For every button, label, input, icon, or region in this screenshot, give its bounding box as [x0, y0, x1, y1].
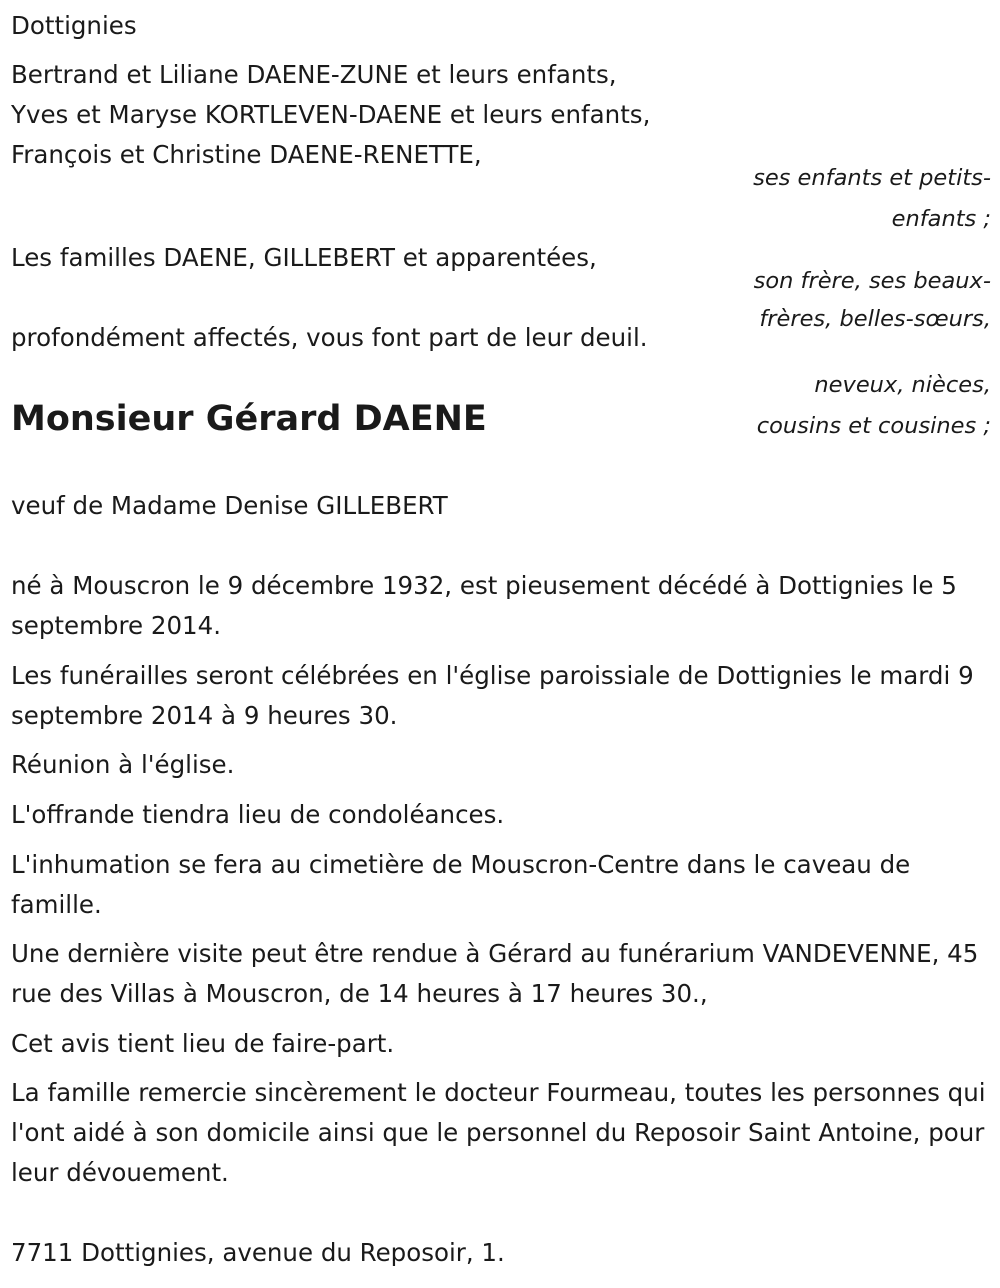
- announcement-line: profondément affectés, vous font part de leur deuil.: [11, 323, 648, 352]
- place-heading: Dottignies: [11, 11, 137, 40]
- visit-paragraph: Une dernière visite peut être rendue à Gérard au funérarium VANDEVENNE, 45 rue des Villas à Mouscron, de 14 heures à 17 heures 30.,: [11, 939, 979, 1008]
- family-relation-b: neveux, nièces, cousins et cousines ;: [756, 372, 991, 439]
- family-relation-a: son frère, ses beaux-frères, belles-sœurs,: [753, 268, 991, 332]
- meeting-paragraph: Réunion à l'église.: [11, 750, 235, 779]
- families-line: Les familles DAENE, GILLEBERT et apparentées,: [11, 243, 597, 272]
- funeral-paragraph: Les funérailles seront célébrées en l'église paroissiale de Dottignies le mardi 9 septembre 2014 à 9 heures 30.: [11, 661, 974, 730]
- deceased-name: Monsieur Gérard DAENE: [11, 399, 487, 439]
- address-line: 7711 Dottignies, avenue du Reposoir, 1.: [11, 1238, 505, 1267]
- children-line-3: François et Christine DAENE-RENETTE,: [11, 140, 482, 169]
- widower-line: veuf de Madame Denise GILLEBERT: [11, 491, 448, 520]
- children-relation: ses enfants et petits-enfants ;: [753, 165, 991, 232]
- children-line-2: Yves et Maryse KORTLEVEN-DAENE et leurs enfants,: [11, 100, 651, 129]
- notice-paragraph: Cet avis tient lieu de faire-part.: [11, 1029, 395, 1058]
- birth-death-paragraph: né à Mouscron le 9 décembre 1932, est pieusement décédé à Dottignies le 5 septembre 2014.: [11, 571, 957, 640]
- children-line-1: Bertrand et Liliane DAENE-ZUNE et leurs enfants,: [11, 60, 617, 89]
- offering-paragraph: L'offrande tiendra lieu de condoléances.: [11, 800, 505, 829]
- burial-paragraph: L'inhumation se fera au cimetière de Mouscron-Centre dans le caveau de famille.: [11, 850, 911, 919]
- thanks-paragraph: La famille remercie sincèrement le docteur Fourmeau, toutes les personnes qui l'ont aidé à son domicile ainsi que le personnel du Reposoir Saint Antoine, pour leur dévouement.: [11, 1078, 986, 1187]
